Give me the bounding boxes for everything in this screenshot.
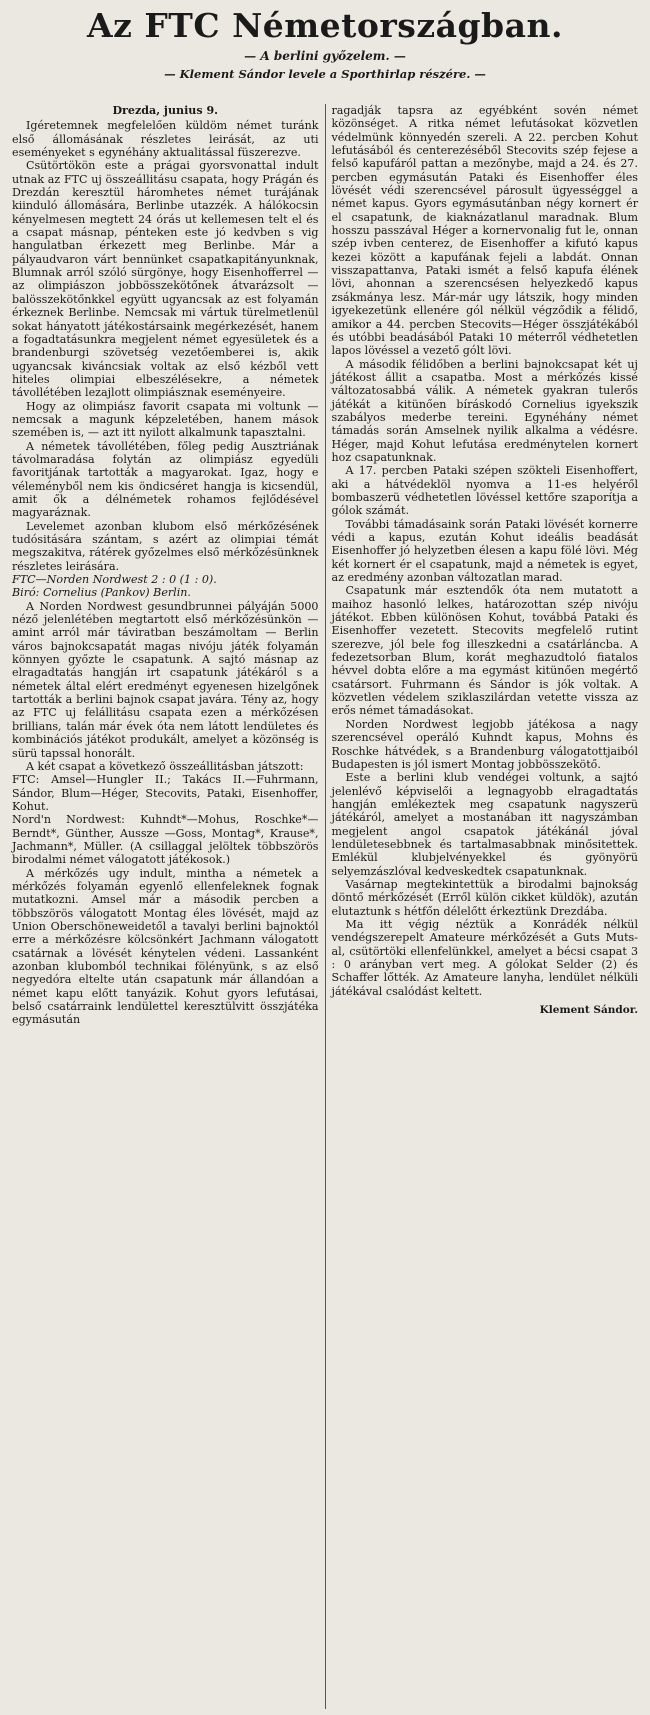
paragraph: A 17. percben Pataki szépen szökteli Eisenhoffert, aki a hátvédeklöl nyomva a 11-es helyéről bombaszerü védhetetlen lövéssel kettőre szaporítja a gólok számát. — [331, 464, 638, 518]
article-subkicker: — Klement Sándor levele a Sporthirlap részére. — — [164, 67, 486, 81]
match-result: FTC—Norden Nordwest 2 : 0 (1 : 0). — [12, 573, 217, 587]
paragraph: A mérkőzés ugy indult, mintha a németek a mérkőzés folyamán egyenlő ellenfeleknek fognak mutatkozni. Amsel már a második percben a többszörös válogatott Montag éles lövését, majd az Union Oberschöneweidetől a tavalyi berlini bajnoktól erre a mérkőzésre kölcsönkért Jachmann válogatott csatárnak a lövését kénytelen védeni. Lassanként azonban klubomból technikai fölényünk, s az első negyedóra eltelte után csapatunk már állandóan a német kapu előtt tanyázik. Kohut gyors lefutásai, belső csatárraink lendülettel keresztülvitt összjátéka egymásután — [12, 866, 319, 1027]
paragraph: A németek távollétében, főleg pedig Ausztriának távolmaradása folytán az olimpiász egyedüli favoritjának tartották a magyarokat. Igaz, hogy e véleményből nem kis öndicséret hangja is kicsendül, amit ők a délnémetek rohamos fejlődésével magyaráznak. — [12, 439, 319, 520]
paragraph: A második félidőben a berlini bajnokcsapat két uj játékost állit a csapatba. Most a mérkőzés kissé változatosabbá válik. A németek gyakran tulerős játékát a kitünően bíráskodó Cornelius igyekszik szabályos mederbe tereini. Egynéhány német támadás során Amselnek nyilik alkalma a védésre. Héger, majd Kohut lefutása eredménytelen kornert hoz csapatunknak. — [331, 357, 638, 464]
column-right — [325, 104, 645, 1709]
paragraph: Hogy az olimpiász favorit csapata mi voltunk — nemcsak a magunk képzeletében, hanem mások szemében is, — azt itt nyilott alkalmunk tapasztalni. — [12, 399, 319, 440]
article-kicker: — A berlini győzelem. — — [244, 49, 406, 63]
lineup-ftc: FTC: Amsel—Hungler II.; Takács II.—Fuhrmann, Sándor, Blum—Héger, Stecovits, Pataki, Eisenhoffer, Kohut. — [12, 773, 319, 813]
paragraph: Vasárnap megtekintettük a birodalmi bajnokság döntő mérkőzését (Erről külön cikket küldök), azután elutaztunk s hétfőn délelőtt érkeztünk Drezdába. — [331, 877, 638, 918]
paragraph: Csütörtökön este a prágai gyorsvonattal indult utnak az FTC uj összeállitásu csapata, hogy Prágán és Drezdán keresztül háromhetes német turájának kiinduló állomására, Berlinbe utazzék. A hálókocsin kényelmesen megtett 24 órás ut kellemesen telt el és a csapat másnap, pénteken este jó kedvben s vig hangulatban érkezett meg Berlinbe. Már a pályaudvaron várt bennünket csapatkapitányunknak, Blumnak arról szóló sürgönye, hogy Eisenhofferrel — az olimpiászon jobbösszekötőnek átvarázsolt — balösszekötőnkkel együtt ugyancsak az est folyamán érkeznek Berlinbe. Nemcsak mi vártuk türelmetlenül sokat hányatott játékostársaink megérkezését, hanem a fogadtatásunkra megjelent német egyesületek és a brandenburgi szövetség vezetőemberei is, akik ugyancsak kiváncsiak voltak az első kézből vett hiteles olimpiai elbeszélésekre, a németek távollétében lezajlott olimpiásznak eseményeire. — [12, 159, 319, 400]
lineup-norden-nordwest: Nord'n Nordwest: Kuhndt*—Mohus, Roschke*—Berndt*, Günther, Aussze —Goss, Montag*, Krause*, Jachmann*, Müller. (A csillaggal jelöltek többszörös birodalmi német válogatott játékosok.) — [12, 813, 319, 867]
paragraph: Csapatunk már esztendők óta nem mutatott a maihoz hasonló lelkes, határozottan szép nivóju játékot. Ebben különösen Kohut, továbbá Pataki és Eisenhoffer vezetett. Stecovits megfelelő rutint szerezve, jól bele fog illeszkedni a csatárláncba. A fedezetsorban Blum, korát meghazudtoló fiatalos hévvel dobta előre a ma egymást kitünően megértő csatársort. Fuhrmann és Sándor is jók voltak. A közvetlen védelem sziklaszilárdan vetette vissza az erős német támadásokat. — [331, 584, 638, 718]
paragraph: Ma itt végig néztük a Konrádék nélkül vendégszerepelt Amateure mérkőzését a Guts Muts-al, csütörtöki ellenfelünkkel, amelyet a bécsi csapat 3 : 0 arányban vert meg. A gólokat Selder (2) és Schaffer lőtték. Az Amateure lanyha, lendület nélküli játékával csalódást keltett. — [331, 917, 638, 998]
article-columns — [6, 104, 644, 1709]
signature: Klement Sándor. — [539, 1004, 638, 1017]
paragraph: A Norden Nordwest gesundbrunnei pályáján 5000 néző jelenlétében megtartott első mérkőzésünkön — amint arról már táviratban beszámoltam — Berlin város bajnokcsapatát magas nivóju játék folyamán könnyen győzte le csapatunk. A sajtó másnap az elragadtatás hangján irt csapatunk játékáról s a németek által elért eredményt egyenesen hizelgőnek tartották a berlini bajnok csapat javára. Tény az, hogy az FTC uj felállitásu csapata ezen a mérkőzésen brillians, talán már évek óta nem látott lendületes és kombinációs játékot produkált, amelyet a közönség is sürü tapssal honorált. — [12, 599, 319, 760]
match-referee: Biró: Cornelius (Pankov) Berlin. — [12, 586, 191, 600]
article-headline: Az FTC Németországban. — [87, 6, 563, 45]
paragraph: ragadják tapsra az egyébként sovén német közönséget. A ritka német lefutásokat közvetlen védelmünk könnyedén szereli. A 22. percben Kohut lefutásából és centerezéséből Stecovits szép fejese a felső kapufáról pattan a mezőnybe, majd a 24. és 27. percben egymásután Pataki és Eisenhoffer éles lövését védi szerencsével párosult ügyességgel a német kapus. Gyors egymásutánban négy kornert ér el csapatunk, de kiaknázatlanul maradnak. Blum hosszu passzával Héger a kornervonalig fut le, onnan szép ivben centerez, de Eisenhoffer a kifutó kapus kezei között a kapufának fejeli a labdát. Onnan visszapattanva, Pataki ismét a felső kapufa élének lövi, ahonnan a szerencsésen helyezkedő kapus zsákmánya lesz. Már-már ugy látszik, hogy minden igyekezetünk ellenére gól nélkül végződik a félidő, amikor a 44. percben Stecovits—Héger összjátékából és utóbbi beadásából Pataki 10 méterről védhetetlen lapos lövéssel a vezető gólt lövi. — [331, 104, 638, 358]
paragraph: Norden Nordwest legjobb játékosa a nagy szerencsével operáló Kuhndt kapus, Mohns és Roschke hátvédek, s a Brandenburg válogatottjaiból Budapesten is jól ismert Montag jobbösszekötő. — [331, 717, 638, 771]
paragraph: Levelemet azonban klubom első mérkőzésének tudósitására szántam, s azért az olimpiai témát megszakitva, rátérek győzelmes első mérkőzésünknek részletes leirására. — [12, 519, 319, 573]
paragraph: A két csapat a következő összeállitásban játszott: — [26, 759, 304, 773]
paragraph: További támadásaink során Pataki lövését kornerre védi a kapus, ezután Kohut ideális beadását Eisenhoffer jó helyzetben élesen a kapu fölé lövi. Még két kornert ér el csapatunk, majd a németek is egyet, az eredmény azonban változatlan marad. — [331, 517, 638, 585]
paragraph: Igéretemnek megfelelően küldöm német turánk első állomásának részletes leirását, az uti eseményeket s egynéhány aktualitással füszerezve. — [12, 119, 319, 160]
dateline: Drezda, junius 9. — [112, 104, 219, 117]
column-left — [6, 104, 325, 1709]
paragraph: Este a berlini klub vendégei voltunk, a sajtó jelenlévő képviselői a legnagyobb elragadtatás hangján emlékeztek meg csapatunk nagyszerü játékáról, amelyet a mostanában itt nagyszámban megjelent angol csapatok játékánál jóval lendületesebbnek és tartalmasabbnak minősitettek. Emlékül klubjelvényekkel és gyönyörü selyemzászlóval kedveskedtek csapatunknak. — [331, 771, 638, 878]
